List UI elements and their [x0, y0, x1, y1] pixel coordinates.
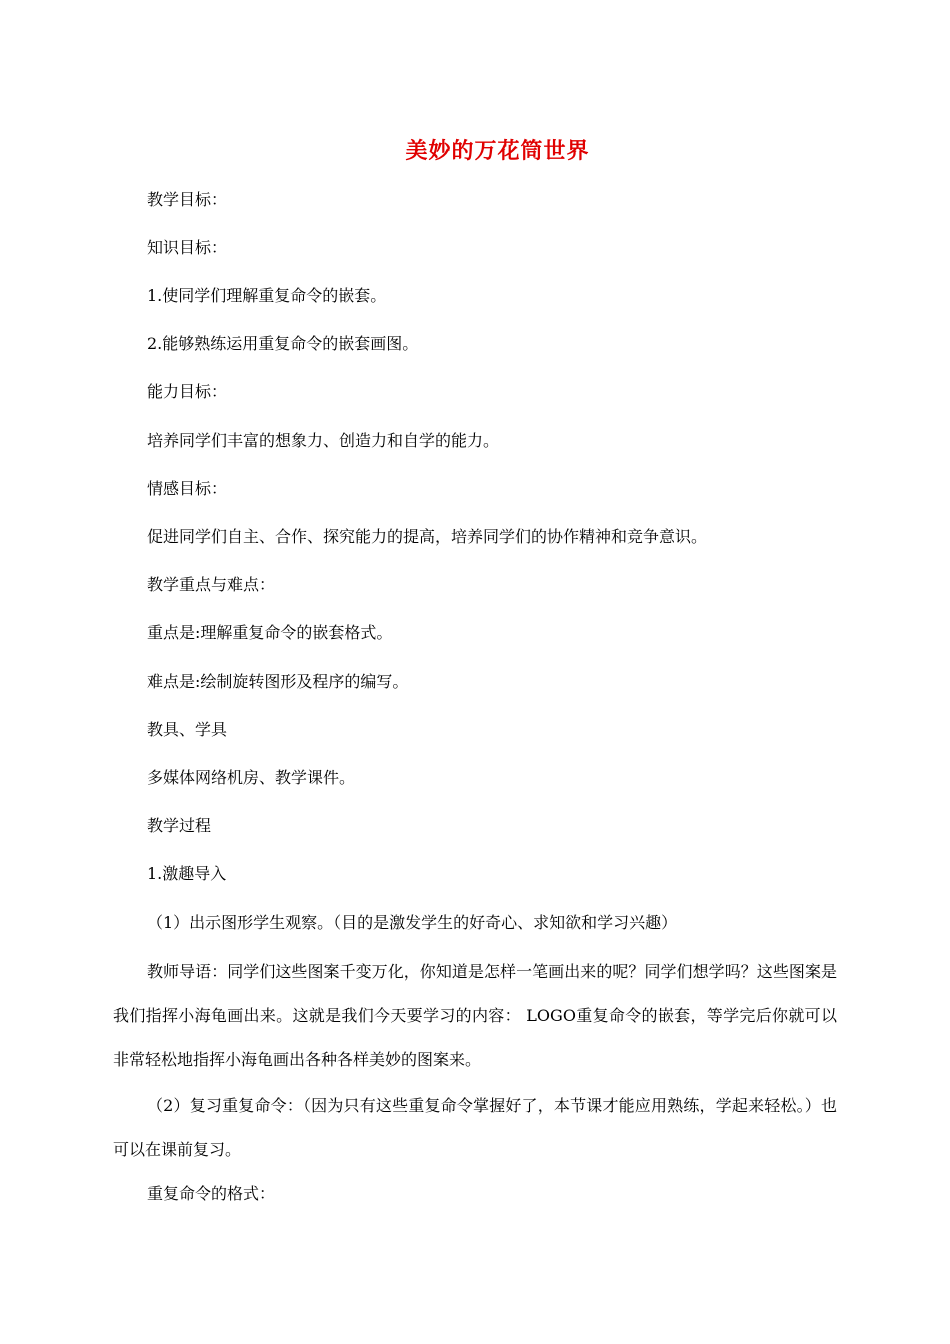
- text-line: 情感目标：: [147, 479, 228, 498]
- paragraph-teacher: 教师导语：同学们这些图案千变万化，你知道是怎样一笔画出来的呢？同学们想学吗？这些图案是我们指挥小海龟画出来。这就是我们今天要学习的内容： LOGO重复命令的嵌套，等学完后你就可以非常轻松地指挥小海龟画出各种各样美妙的图案来。: [113, 962, 837, 1069]
- text-line: 难点是:绘制旋转图形及程序的编写。: [147, 672, 409, 691]
- text-line: 促进同学们自主、合作、探究能力的提高，培养同学们的协作精神和竞争意识。: [147, 527, 708, 546]
- text-line: 1.使同学们理解重复命令的嵌套。: [147, 286, 387, 305]
- text-line: 2.能够熟练运用重复命令的嵌套画图。: [147, 334, 419, 353]
- text-line: 教学过程: [147, 816, 212, 835]
- text-line: （1）出示图形学生观察。（目的是激发学生的好奇心、求知欲和学习兴趣）: [147, 913, 678, 932]
- text-line: 培养同学们丰富的想象力、创造力和自学的能力。: [147, 431, 500, 450]
- text-line: 教学重点与难点：: [147, 575, 276, 594]
- text-line: 多媒体网络机房、教学课件。: [147, 768, 356, 787]
- text-line: 教具、学具: [147, 720, 228, 739]
- text-line: 知识目标：: [147, 238, 228, 257]
- document-title: 美妙的万花筒世界: [405, 139, 590, 164]
- text-line: 1.激趣导入: [147, 864, 227, 883]
- text-line: 重点是:理解重复命令的嵌套格式。: [147, 623, 393, 642]
- text-line: 教学目标：: [147, 190, 228, 209]
- text-line: 重复命令的格式：: [147, 1184, 276, 1203]
- text-line: 能力目标：: [147, 382, 228, 401]
- paragraph-review: （2）复习重复命令：（因为只有这些重复命令掌握好了，本节课才能应用熟练，学起来轻松。）也可以在课前复习。: [113, 1096, 837, 1159]
